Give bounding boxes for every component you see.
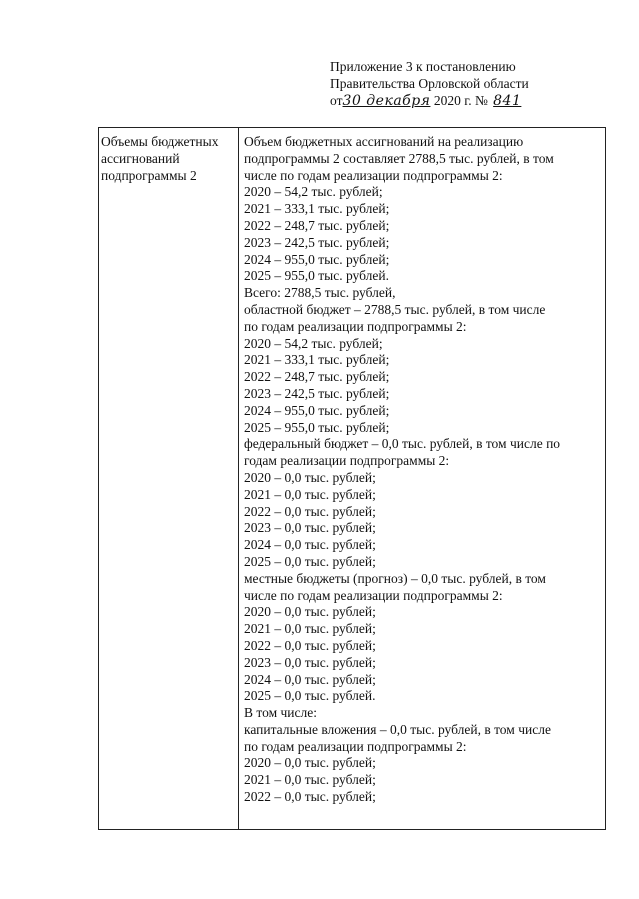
budget-line: по годам реализации подпрограммы 2: [244, 318, 467, 334]
budget-details-cell [244, 134, 604, 806]
budget-line: 2020 – 0,0 тыс. рублей; [244, 755, 376, 771]
budget-line: 2025 – 0,0 тыс. рублей; [244, 553, 376, 569]
column-divider [238, 128, 239, 829]
row-header-cell: Объемы бюджетных ассигнований подпрограммы 2 [101, 134, 219, 183]
appendix-header [330, 58, 630, 110]
header-line-date [330, 92, 630, 110]
budget-line: 2021 – 0,0 тыс. рублей; [244, 772, 376, 788]
budget-line: областной бюджет – 2788,5 тыс. рублей, в том числе [244, 301, 546, 317]
budget-line: 2022 – 248,7 тыс. рублей; [244, 217, 390, 233]
budget-line: 2022 – 248,7 тыс. рублей; [244, 369, 390, 385]
header-line-appendix: Приложение 3 к постановлению [330, 59, 516, 74]
budget-line: 2024 – 955,0 тыс. рублей; [244, 251, 390, 267]
budget-line: Всего: 2788,5 тыс. рублей, [244, 285, 396, 301]
handwritten-number: 841 [493, 93, 522, 109]
budget-table [98, 127, 606, 830]
budget-line: числе по годам реализации подпрограммы 2: [244, 167, 503, 183]
budget-line: 2025 – 955,0 тыс. рублей. [244, 268, 389, 284]
handwritten-date: 30 декабря [342, 93, 431, 109]
budget-line: подпрограммы 2 составляет 2788,5 тыс. рублей, в том [244, 150, 554, 166]
budget-line: В том числе: [244, 705, 317, 721]
budget-line: 2023 – 0,0 тыс. рублей; [244, 520, 376, 536]
budget-line: 2024 – 955,0 тыс. рублей; [244, 402, 390, 418]
budget-line: по годам реализации подпрограммы 2: [244, 738, 467, 754]
budget-line: 2023 – 0,0 тыс. рублей; [244, 654, 376, 670]
budget-line: 2020 – 54,2 тыс. рублей; [244, 184, 383, 200]
date-prefix: от [330, 93, 343, 108]
budget-line: 2024 – 0,0 тыс. рублей; [244, 537, 376, 553]
budget-line: числе по годам реализации подпрограммы 2: [244, 587, 503, 603]
budget-line: 2025 – 955,0 тыс. рублей; [244, 419, 390, 435]
budget-line: 2025 – 0,0 тыс. рублей. [244, 688, 376, 704]
year-number-label: 2020 г. № [433, 93, 488, 108]
budget-line: 2021 – 0,0 тыс. рублей; [244, 486, 376, 502]
budget-line: 2022 – 0,0 тыс. рублей; [244, 503, 376, 519]
budget-line: годам реализации подпрограммы 2: [244, 453, 450, 469]
budget-line: 2023 – 242,5 тыс. рублей; [244, 385, 390, 401]
budget-line: 2021 – 0,0 тыс. рублей; [244, 621, 376, 637]
budget-line: 2020 – 0,0 тыс. рублей; [244, 604, 376, 620]
budget-line: 2022 – 0,0 тыс. рублей; [244, 789, 376, 805]
budget-line: 2020 – 54,2 тыс. рублей; [244, 335, 383, 351]
budget-line: 2022 – 0,0 тыс. рублей; [244, 637, 376, 653]
budget-line: 2024 – 0,0 тыс. рублей; [244, 671, 376, 687]
budget-line: 2020 – 0,0 тыс. рублей; [244, 469, 376, 485]
budget-line: 2021 – 333,1 тыс. рублей; [244, 352, 390, 368]
budget-line: капитальные вложения – 0,0 тыс. рублей, в том числе [244, 721, 551, 737]
budget-line: 2023 – 242,5 тыс. рублей; [244, 234, 390, 250]
budget-line: федеральный бюджет – 0,0 тыс. рублей, в том числе по [244, 436, 561, 452]
budget-line: 2021 – 333,1 тыс. рублей; [244, 201, 390, 217]
budget-line: местные бюджеты (прогноз) – 0,0 тыс. рублей, в том [244, 570, 546, 586]
budget-line: Объем бюджетных ассигнований на реализацию [244, 134, 524, 149]
header-line-government: Правительства Орловской области [330, 76, 529, 91]
